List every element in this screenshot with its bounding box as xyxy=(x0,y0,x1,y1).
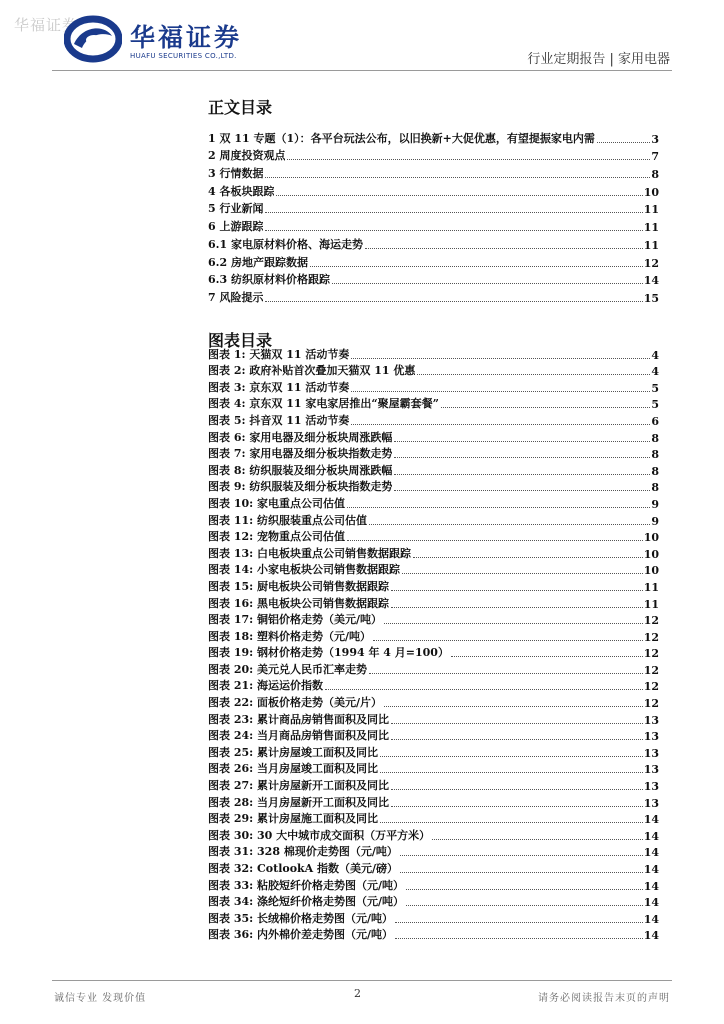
toc-entry-label: 图表 23: 累计商品房销售面积及同比 xyxy=(208,712,390,726)
dot-leader xyxy=(351,391,650,392)
toc-entry-page: 11 xyxy=(643,580,659,594)
dot-leader xyxy=(380,756,643,757)
header-divider xyxy=(52,70,672,71)
toc-entry-label: 4 各板块跟踪 xyxy=(208,184,275,198)
toc-entry-label: 图表 29: 累计房屋施工面积及同比 xyxy=(208,812,379,826)
toc-entry[interactable] xyxy=(208,199,659,217)
toc-entry-page: 5 xyxy=(651,398,659,412)
toc-entry-label: 2 周度投资观点 xyxy=(208,149,286,163)
dot-leader xyxy=(347,507,650,508)
figure-toc-entry[interactable] xyxy=(208,395,659,412)
toc-entry-page: 14 xyxy=(643,829,659,843)
figure-toc-entry[interactable] xyxy=(208,693,659,710)
figure-toc-entry[interactable] xyxy=(208,660,659,677)
toc-entry[interactable] xyxy=(208,216,659,234)
dot-leader xyxy=(265,177,650,178)
swirl-logo-icon xyxy=(64,14,122,64)
toc-entry-label: 图表 25: 累计房屋竣工面积及同比 xyxy=(208,745,379,759)
dot-leader xyxy=(400,855,643,856)
figure-toc-entry[interactable] xyxy=(208,627,659,644)
toc-entry-label: 3 行情数据 xyxy=(208,167,264,181)
toc-entry-page: 12 xyxy=(643,663,659,677)
figure-toc-entry[interactable] xyxy=(208,411,659,428)
toc-entry-page: 12 xyxy=(643,614,659,628)
toc-entry-label: 图表 16: 黑电板块公司销售数据跟踪 xyxy=(208,596,390,610)
dot-leader xyxy=(395,938,643,939)
dot-leader xyxy=(265,301,642,302)
toc-entry-label: 图表 13: 白电板块重点公司销售数据跟踪 xyxy=(208,546,412,560)
toc-entry-label: 图表 11: 纺织服装重点公司估值 xyxy=(208,513,368,527)
toc-entry-page: 12 xyxy=(643,630,659,644)
figure-toc-entry[interactable] xyxy=(208,793,659,810)
dot-leader xyxy=(400,872,643,873)
toc-entry-label: 图表 32: CotlookA 指数（美元/磅） xyxy=(208,862,399,875)
toc-entry-page: 13 xyxy=(643,746,659,760)
toc-entry-label: 图表 35: 长绒棉价格走势图（元/吨） xyxy=(208,911,394,925)
figure-toc-entry[interactable] xyxy=(208,859,659,876)
toc-entry-label: 1 双 11 专题（1）：各平台玩法公布，以旧换新+大促优惠，有望提振家电内需 xyxy=(208,131,595,145)
toc-entry[interactable] xyxy=(208,128,659,146)
dot-leader xyxy=(325,689,643,690)
toc-entry-label: 5 行业新闻 xyxy=(208,202,264,216)
toc-entry-page: 11 xyxy=(643,238,659,252)
toc-entry-label: 图表 20: 美元兑人民币汇率走势 xyxy=(208,662,368,676)
dot-leader xyxy=(276,195,642,196)
figure-toc-entry[interactable] xyxy=(208,710,659,727)
toc-entry-page: 10 xyxy=(643,531,659,545)
dot-leader xyxy=(391,590,643,591)
toc-entry-page: 4 xyxy=(651,348,659,362)
toc-entry-page: 12 xyxy=(643,256,659,270)
figure-toc-entry[interactable] xyxy=(208,544,659,561)
dot-leader xyxy=(332,283,643,284)
toc-entry-page: 14 xyxy=(643,896,659,910)
toc-entry-page: 8 xyxy=(651,464,659,478)
toc-entry-page: 10 xyxy=(643,185,659,199)
dot-leader xyxy=(265,230,642,231)
dot-leader xyxy=(384,706,643,707)
dot-leader xyxy=(391,739,643,740)
dot-leader xyxy=(391,723,643,724)
toc-entry-page: 13 xyxy=(643,780,659,794)
figure-toc-entry[interactable] xyxy=(208,345,659,362)
figure-toc-entry[interactable] xyxy=(208,611,659,628)
logo-chinese-name: 华福证券 xyxy=(130,23,243,52)
figure-toc-entry[interactable] xyxy=(208,677,659,694)
dot-leader xyxy=(441,407,650,408)
figure-toc-entry[interactable] xyxy=(208,727,659,744)
toc-entry-page: 12 xyxy=(643,697,659,711)
toc-entry-label: 图表 12: 宠物重点公司估值 xyxy=(208,530,346,544)
dot-leader xyxy=(380,772,643,773)
toc-entry-label: 图表 19: 钢材价格走势（1994 年 4 月=100） xyxy=(208,646,449,660)
figure-toc-entry[interactable] xyxy=(208,594,659,611)
toc-entry-page: 8 xyxy=(651,431,659,445)
toc-entry-page: 8 xyxy=(651,448,659,462)
toc-entry-page: 14 xyxy=(643,274,659,288)
page-number: 2 xyxy=(354,987,361,1000)
toc-entry[interactable] xyxy=(208,163,659,181)
toc-entry[interactable] xyxy=(208,287,659,305)
dot-leader xyxy=(413,557,643,558)
figure-toc-entry[interactable] xyxy=(208,428,659,445)
toc-entry-page: 8 xyxy=(651,168,659,182)
dot-leader xyxy=(394,474,650,475)
toc-entry-label: 图表 18: 塑料价格走势（元/吨） xyxy=(208,629,372,643)
figure-toc-entry[interactable] xyxy=(208,644,659,661)
toc-entry-label: 图表 7: 家用电器及细分板块指数走势 xyxy=(208,447,393,461)
toc-entry-label: 图表 3: 京东双 11 活动节奏 xyxy=(208,380,350,394)
toc-entry-page: 5 xyxy=(651,381,659,395)
dot-leader xyxy=(395,922,643,923)
figure-toc-entry[interactable] xyxy=(208,893,659,910)
toc-entry-page: 12 xyxy=(643,647,659,661)
toc-entry-page: 3 xyxy=(651,132,659,146)
toc-entry-page: 13 xyxy=(643,763,659,777)
figure-toc-entry[interactable] xyxy=(208,810,659,827)
toc-entry-page: 10 xyxy=(643,547,659,561)
toc-entry-page: 9 xyxy=(651,514,659,528)
footer-disclaimer: 请务必阅读报告末页的声明 xyxy=(538,993,670,1004)
dot-leader xyxy=(432,839,643,840)
toc-entry-label: 图表 10: 家电重点公司估值 xyxy=(208,496,346,510)
toc-entry-label: 图表 5: 抖音双 11 活动节奏 xyxy=(208,413,350,427)
dot-leader xyxy=(391,789,643,790)
toc-entry-label: 图表 9: 纺织服装及细分板块指数走势 xyxy=(208,480,393,494)
figure-toc-entry[interactable] xyxy=(208,528,659,545)
figure-toc-entry[interactable] xyxy=(208,577,659,594)
figure-toc-entry[interactable] xyxy=(208,478,659,495)
figure-toc-entry[interactable] xyxy=(208,909,659,926)
toc-entry-label: 图表 27: 累计房屋新开工面积及同比 xyxy=(208,779,390,793)
toc-entry-page: 14 xyxy=(643,879,659,893)
dot-leader xyxy=(391,607,643,608)
toc-entry-label: 图表 24: 当月商品房销售面积及同比 xyxy=(208,729,390,743)
toc-entry-page: 11 xyxy=(643,203,659,217)
toc-entry-label: 图表 2: 政府补贴首次叠加天猫双 11 优惠 xyxy=(208,364,416,378)
dot-leader xyxy=(406,905,643,906)
toc-entry-page: 12 xyxy=(643,680,659,694)
footer-divider xyxy=(52,980,672,981)
dot-leader xyxy=(406,889,643,890)
toc-entry-page: 14 xyxy=(643,863,659,876)
dot-leader xyxy=(265,212,642,213)
toc-entry-label: 图表 26: 当月房屋竣工面积及同比 xyxy=(208,762,379,776)
toc-entry-page: 10 xyxy=(643,564,659,578)
toc-entry-label: 图表 4: 京东双 11 家电家居推出“聚屋霸套餐” xyxy=(208,397,439,411)
toc-entry-page: 6 xyxy=(651,414,659,428)
figure-toc-entry[interactable] xyxy=(208,445,659,462)
dot-leader xyxy=(287,159,650,160)
dot-leader xyxy=(394,441,650,442)
figure-toc-entry[interactable] xyxy=(208,378,659,395)
toc-entry-label: 6.2 房地产跟踪数据 xyxy=(208,255,308,269)
report-type-label: 行业定期报告 | 家用电器 xyxy=(527,52,670,67)
figure-toc-entry[interactable] xyxy=(208,876,659,893)
toc-entry-label: 图表 34: 涤纶短纤价格走势图（元/吨） xyxy=(208,895,405,909)
toc-entry-page: 14 xyxy=(643,929,659,943)
toc-entry-label: 图表 22: 面板价格走势（美元/片） xyxy=(208,696,383,710)
figure-toc-entry[interactable] xyxy=(208,776,659,793)
figure-toc-entry[interactable] xyxy=(208,760,659,777)
dot-leader xyxy=(391,806,643,807)
toc-entry-label: 图表 17: 铜铝价格走势（美元/吨） xyxy=(208,613,383,627)
dot-leader xyxy=(351,424,650,425)
toc-entry[interactable] xyxy=(208,252,659,270)
toc-entry-label: 7 风险提示 xyxy=(208,290,264,304)
figure-toc-entry[interactable] xyxy=(208,743,659,760)
logo-english-name: HUAFU SECURITIES CO.,LTD. xyxy=(130,52,237,60)
dot-leader xyxy=(384,623,643,624)
figure-toc-entry[interactable] xyxy=(208,511,659,528)
toc-entry-page: 11 xyxy=(643,597,659,611)
figure-toc-entry[interactable] xyxy=(208,826,659,843)
toc-entry-label: 6 上游跟踪 xyxy=(208,220,264,234)
figure-toc-entry[interactable] xyxy=(208,926,659,943)
toc-entry-page: 13 xyxy=(643,713,659,727)
dot-leader xyxy=(380,822,643,823)
figure-toc-entry[interactable] xyxy=(208,494,659,511)
toc-entry-page: 11 xyxy=(643,221,659,235)
toc-entry[interactable] xyxy=(208,181,659,199)
figure-toc-title: 图表目录 xyxy=(208,331,273,350)
toc-entry-page: 8 xyxy=(651,481,659,495)
dot-leader xyxy=(394,490,650,491)
toc-entry[interactable] xyxy=(208,270,659,288)
dot-leader xyxy=(347,540,643,541)
main-toc-list xyxy=(208,128,659,305)
dot-leader xyxy=(402,573,643,574)
figure-toc-entry[interactable] xyxy=(208,362,659,379)
dot-leader xyxy=(365,248,643,249)
toc-entry-page: 14 xyxy=(643,912,659,926)
dot-leader xyxy=(417,374,650,375)
dot-leader xyxy=(369,524,650,525)
toc-entry-page: 9 xyxy=(651,497,659,511)
dot-leader xyxy=(310,266,643,267)
toc-entry[interactable] xyxy=(208,234,659,252)
toc-entry-label: 图表 30: 30 大中城市成交面积（万平方米） xyxy=(208,828,431,842)
toc-entry-label: 图表 28: 当月房屋新开工面积及同比 xyxy=(208,795,390,809)
company-logo xyxy=(64,14,284,66)
figure-toc-entry[interactable] xyxy=(208,561,659,578)
dot-leader xyxy=(394,457,650,458)
dot-leader xyxy=(351,358,650,359)
toc-entry-label: 图表 36: 内外棉价差走势图（元/吨） xyxy=(208,928,394,942)
toc-entry-label: 图表 21: 海运运价指数 xyxy=(208,679,324,693)
figure-toc-entry[interactable] xyxy=(208,843,659,860)
toc-entry-page: 13 xyxy=(643,796,659,810)
toc-entry-label: 图表 6: 家用电器及细分板块周涨跌幅 xyxy=(208,430,393,444)
toc-entry[interactable] xyxy=(208,146,659,164)
toc-entry-page: 7 xyxy=(651,150,659,164)
toc-entry-label: 图表 33: 粘胶短纤价格走势图（元/吨） xyxy=(208,878,405,892)
dot-leader xyxy=(597,142,651,143)
toc-entry-page: 14 xyxy=(643,846,659,860)
toc-entry-label: 图表 15: 厨电板块公司销售数据跟踪 xyxy=(208,579,390,593)
watermark-text: 华福证券 xyxy=(14,16,79,34)
dot-leader xyxy=(369,673,643,674)
dot-leader xyxy=(373,640,643,641)
toc-entry-label: 图表 1: 天猫双 11 活动节奏 xyxy=(208,347,350,361)
dot-leader xyxy=(451,656,643,657)
toc-entry-label: 图表 14: 小家电板块公司销售数据跟踪 xyxy=(208,563,401,577)
toc-entry-page: 13 xyxy=(643,730,659,744)
toc-entry-label: 图表 31: 328 棉现价走势图（元/吨） xyxy=(208,845,398,859)
figure-toc-list xyxy=(208,345,659,942)
toc-entry-page: 4 xyxy=(651,365,659,379)
figure-toc-entry[interactable] xyxy=(208,461,659,478)
toc-entry-page: 14 xyxy=(643,813,659,827)
toc-entry-page: 15 xyxy=(643,291,659,305)
main-toc-title: 正文目录 xyxy=(208,98,273,117)
footer-slogan: 诚信专业 发现价值 xyxy=(54,993,147,1004)
toc-entry-label: 6.1 家电原材料价格、海运走势 xyxy=(208,237,363,251)
toc-entry-label: 6.3 纺织原材料价格跟踪 xyxy=(208,273,330,287)
toc-entry-label: 图表 8: 纺织服装及细分板块周涨跌幅 xyxy=(208,463,393,477)
